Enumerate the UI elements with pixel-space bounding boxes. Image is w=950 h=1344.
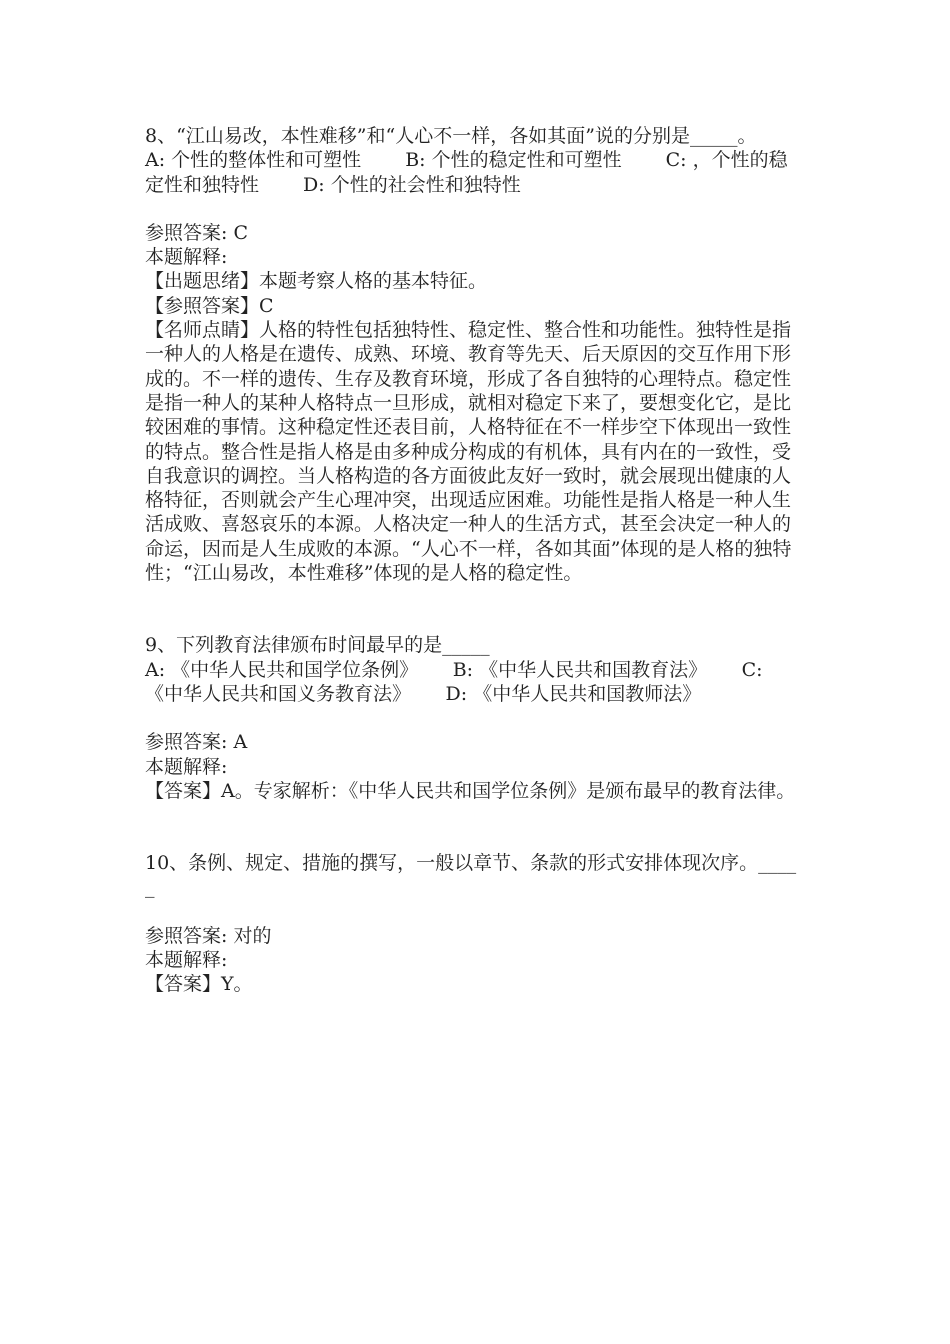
answer-block-9 [145, 730, 805, 803]
reference-answer: 参照答案: A [145, 731, 248, 754]
document-page [145, 124, 805, 997]
reference-answer: 参照答案: 对的 [145, 924, 272, 947]
answer-block-10 [145, 924, 805, 997]
explanation-line: 【参照答案】C [145, 294, 274, 317]
question-9 [145, 633, 805, 706]
explanation-line: 【答案】Y。 [145, 973, 253, 996]
answer-block-8 [145, 221, 805, 585]
question-10 [145, 851, 805, 900]
explanation-label: 本题解释: [145, 755, 228, 778]
question-options: A: 个性的整体性和可塑性 B: 个性的稳定性和可塑性 C: ，个性的稳定性和独特性 D: 个性的社会性和独特性 [145, 149, 788, 196]
question-8 [145, 124, 805, 197]
reference-answer: 参照答案: C [145, 221, 248, 244]
explanation-label: 本题解释: [145, 949, 228, 972]
question-stem: 9、下列教育法律颁布时间最早的是_____ [145, 634, 490, 657]
explanation-line: 【答案】A。专家解析：《中华人民共和国学位条例》是颁布最早的教育法律。 [145, 779, 796, 802]
question-stem: 8、“江山易改，本性难移”和“人心不一样，各如其面”说的分别是_____。 [145, 125, 757, 147]
question-options: A: 《中华人民共和国学位条例》 B: 《中华人民共和国教育法》 C: 《中华人民共和国义务教育法》 D: 《中华人民共和国教师法》 [145, 658, 769, 705]
question-stem: 10、条例、规定、措施的撰写，一般以章节、条款的形式安排体现次序。_____ [145, 852, 797, 899]
explanation-line: 【出题思绪】本题考察人格的基本特征。 [145, 270, 488, 293]
explanation-line: 【名师点睛】人格的特性包括独特性、稳定性、整合性和功能性。独特性是指一种人的人格是在遗传、成熟、环境、教育等先天、后天原因的交互作用下形成的。不一样的遗传、生存及教育环境，形成了各自独特的心理特点。稳定性是指一种人的某种人格特点一旦形成，就相对稳定下来了，要想变化它，是比较困难的事情。这种稳定性还表目前，人格特征在不一样步空下体现出一致性的特点。整合性是指人格是由多种成分构成的有机体，具有内在的一致性，受自我意识的调控。当人格构造的各方面彼此友好一致时，就会展现出健康的人格特征，否则就会产生心理冲突，出现适应困难。功能性是指人格是一种人生活成败、喜怒哀乐的本源。人格决定一种人的生活方式，甚至会决定一种人的命运，因而是人生成败的本源。“人心不一样，各如其面”体现的是人格的独特性；“江山易改，本性难移”体现的是人格的稳定性。 [145, 319, 792, 585]
explanation-label: 本题解释: [145, 246, 228, 269]
